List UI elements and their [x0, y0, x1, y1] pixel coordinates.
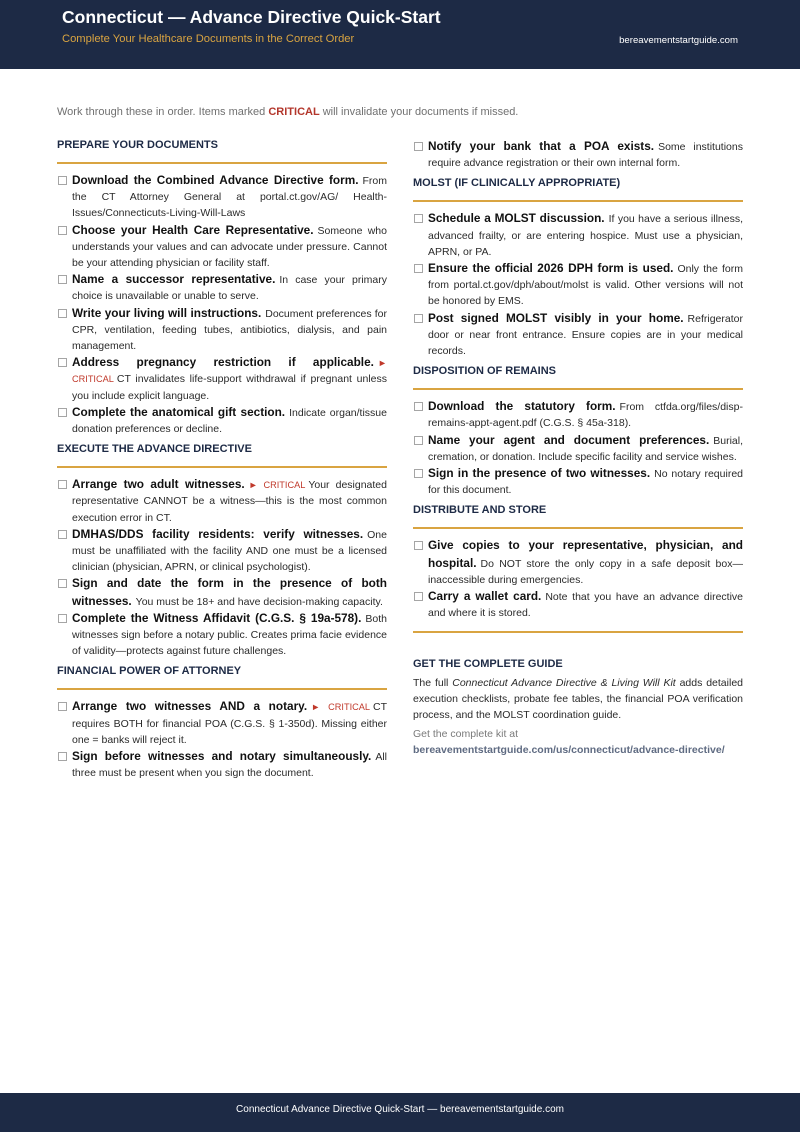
- right-top-items: [413, 138, 743, 171]
- item-title: Arrange two witnesses AND a notary.: [72, 699, 308, 714]
- checkbox[interactable]: [414, 214, 423, 223]
- page-subtitle: Complete Your Healthcare Documents in the Correct Order: [62, 33, 355, 45]
- item-title: Complete the Witness Affidavit (C.G.S. § 19a-578).: [72, 610, 362, 625]
- checkbox[interactable]: [414, 436, 423, 445]
- checkbox[interactable]: [58, 275, 67, 284]
- page-footer: [0, 1093, 800, 1132]
- checklist-item: [57, 222, 387, 272]
- guide-body-after: adds detailed execution checklists, probate fee tables, the financial POA verification process, and the MOLST coordination guide.: [413, 677, 743, 722]
- guide-title: GET THE COMPLETE GUIDE: [413, 658, 563, 671]
- section-divider: [57, 688, 387, 690]
- checklist-item: [413, 537, 743, 588]
- checkbox[interactable]: [414, 402, 423, 411]
- checkbox[interactable]: [414, 314, 423, 323]
- intro-critical: CRITICAL: [268, 106, 320, 118]
- item-title: Sign and date the form in the presence of both witnesses.: [72, 576, 387, 608]
- item-title: Give copies to your representative, physician, and hospital.: [428, 538, 743, 570]
- checklist-item: [413, 138, 743, 171]
- item-title: Write your living will instructions.: [72, 305, 262, 320]
- checklist-item: [57, 575, 387, 609]
- checklist-item: [57, 526, 387, 576]
- checkbox[interactable]: [414, 264, 423, 273]
- item-description: CT requires BOTH for financial POA (C.G.S. § 1-350d). Missing either one = banks will reject it.: [72, 701, 387, 746]
- intro-before: Work through these in order. Items marked: [57, 106, 269, 118]
- item-description: All three must be present when you sign the document.: [72, 751, 387, 780]
- checklist-item: [57, 610, 387, 660]
- checklist-item: [57, 748, 387, 781]
- header-site: bereavementstartguide.com: [619, 35, 738, 46]
- section-divider: [413, 388, 743, 390]
- checklist-item: [57, 404, 387, 437]
- checklist-item: [57, 698, 387, 748]
- checklist-item: [413, 210, 743, 260]
- checklist-item: [57, 271, 387, 304]
- item-description: Note that you have an advance directive and where it is stored.: [428, 591, 743, 620]
- checkbox[interactable]: [414, 592, 423, 601]
- section-divider: [413, 200, 743, 202]
- right-column: [413, 138, 743, 758]
- section-divider: [57, 162, 387, 164]
- checklist-item: [57, 354, 387, 404]
- checklist-section: [413, 176, 743, 359]
- item-title: Download the statutory form.: [428, 399, 616, 414]
- checklist-section: [57, 138, 387, 437]
- guide-body: [413, 675, 743, 723]
- item-description: From ctfda.org/files/disp-remains-appt-agent.pdf (C.G.S. § 45a-318).: [428, 401, 743, 430]
- item-title: Name your agent and document preferences.: [428, 432, 710, 447]
- section-divider: [413, 527, 743, 529]
- item-title: Choose your Health Care Representative.: [72, 222, 314, 237]
- item-title: Ensure the official 2026 DPH form is used.: [428, 261, 674, 276]
- checklist-item: [413, 588, 743, 621]
- page-title: Connecticut — Advance Directive Quick-Start: [62, 7, 441, 27]
- item-description: Indicate organ/tissue donation preferences or decline.: [72, 406, 387, 436]
- critical-flag: ► CRITICAL: [72, 358, 387, 385]
- checklist-item: [413, 398, 743, 431]
- item-title: Complete the anatomical gift section.: [72, 404, 286, 419]
- checklist-section: [413, 364, 743, 498]
- item-title: Address pregnancy restriction if applicable.: [72, 355, 374, 370]
- checklist-item: [413, 310, 743, 360]
- item-description: Burial, cremation, or donation. Include specific facility and service wishes.: [428, 434, 743, 463]
- checkbox[interactable]: [58, 702, 67, 711]
- guide-kit-name: Connecticut Advance Directive & Living Will Kit: [452, 677, 676, 690]
- checkbox[interactable]: [58, 530, 67, 539]
- page-header: [0, 0, 800, 69]
- checkbox[interactable]: [58, 480, 67, 489]
- item-title: Notify your bank that a POA exists.: [428, 139, 655, 153]
- checklist-item: [413, 432, 743, 465]
- item-description: Both witnesses sign before a notary public. Creates prima facie evidence of validity—protects against future challenges.: [72, 612, 387, 658]
- item-title: DMHAS/DDS facility residents: verify witnesses.: [72, 526, 364, 541]
- item-description: Do NOT store the only copy in a safe deposit box—inaccessible during emergencies.: [428, 557, 743, 586]
- checklist-section: [57, 664, 387, 781]
- item-description: Your designated representative CANNOT be a witness—this is the most common execution error in CT.: [72, 479, 387, 524]
- intro-after: will invalidate your documents if missed.: [319, 106, 519, 118]
- checkbox[interactable]: [58, 176, 67, 185]
- item-description: From the CT Attorney General at portal.ct.gov/AG/ Health-Issues/Connecticuts-Living-Will-Laws: [72, 175, 387, 220]
- section-title: DISTRIBUTE AND STORE: [413, 504, 547, 517]
- item-description: Some institutions require advance registration or their own internal form.: [428, 141, 743, 170]
- checklist-item: [413, 260, 743, 310]
- checklist-item: [57, 476, 387, 526]
- section-title: PREPARE YOUR DOCUMENTS: [57, 139, 218, 151]
- section-divider: [57, 466, 387, 468]
- right-sections: [413, 176, 743, 621]
- checklist-item: [413, 465, 743, 498]
- item-description: You must be 18+ and have decision-making capacity.: [135, 595, 383, 608]
- item-title: Download the Combined Advance Directive form.: [72, 173, 359, 187]
- critical-flag: ► CRITICAL: [311, 702, 370, 713]
- item-title: Schedule a MOLST discussion.: [428, 211, 605, 226]
- item-description: No notary required for this document.: [428, 468, 743, 497]
- item-title: Name a successor representative.: [72, 272, 276, 287]
- item-title: Arrange two adult witnesses.: [72, 477, 245, 492]
- item-description: In case your primary choice is unavailable or unable to serve.: [72, 274, 387, 303]
- item-description: Refrigerator door or near front entrance. Ensure copies are in your medical records.: [428, 312, 743, 358]
- section-title: DISPOSITION OF REMAINS: [413, 365, 557, 378]
- section-title: EXECUTE THE ADVANCE DIRECTIVE: [57, 443, 252, 456]
- checklist-item: [57, 305, 387, 355]
- section-title: FINANCIAL POWER OF ATTORNEY: [57, 665, 242, 678]
- section-title: MOLST (IF CLINICALLY APPROPRIATE): [413, 177, 621, 190]
- intro-text: [57, 106, 518, 118]
- item-title: Sign in the presence of two witnesses.: [428, 466, 651, 481]
- checklist-item: [57, 172, 387, 222]
- guide-cta: Get the complete kit at: [413, 728, 519, 741]
- guide-link[interactable]: bereavementstartguide.com/us/connecticut/advance-directive/: [413, 744, 725, 757]
- item-description: Only the form from portal.ct.gov/dph/about/molst is valid. Other versions will not be honored by EMS.: [428, 263, 743, 308]
- checkbox[interactable]: [58, 579, 67, 588]
- checkbox[interactable]: [58, 358, 67, 367]
- checkbox[interactable]: [58, 614, 67, 623]
- critical-flag: ► CRITICAL: [248, 480, 306, 491]
- item-description: CT invalidates life-support withdrawal if pregnant unless you include explicit language.: [72, 373, 387, 402]
- item-description: Document preferences for CPR, ventilation, feeding tubes, antibiotics, dialysis, and pain management.: [72, 307, 387, 353]
- item-description: Someone who understands your values and can advocate under pressure. Cannot be your attending physician or facility staff.: [72, 224, 387, 270]
- item-description: One must be unaffiliated with the facility AND one must be a licensed clinician (physician, APRN, or clinical psychologist).: [72, 528, 387, 574]
- guide-body-before: The full: [413, 677, 453, 690]
- checklist-section: [413, 503, 743, 621]
- checkbox[interactable]: [414, 541, 423, 550]
- left-column: [57, 138, 387, 782]
- item-description: If you have a serious illness, advanced frailty, or are entering hospice. Must use a physician, APRN, or PA.: [428, 213, 744, 258]
- checkbox[interactable]: [58, 309, 67, 318]
- item-title: Sign before witnesses and notary simultaneously.: [72, 749, 372, 764]
- checkbox[interactable]: [414, 142, 423, 151]
- guide-divider: [413, 631, 743, 633]
- footer-text: Connecticut Advance Directive Quick-Start — bereavementstartguide.com: [236, 1104, 564, 1115]
- checkbox[interactable]: [58, 408, 67, 417]
- checkbox[interactable]: [58, 226, 67, 235]
- checkbox[interactable]: [58, 752, 67, 761]
- checkbox[interactable]: [414, 469, 423, 478]
- item-title: Carry a wallet card.: [428, 589, 542, 604]
- item-title: Post signed MOLST visibly in your home.: [428, 310, 684, 325]
- checklist-section: [57, 442, 387, 659]
